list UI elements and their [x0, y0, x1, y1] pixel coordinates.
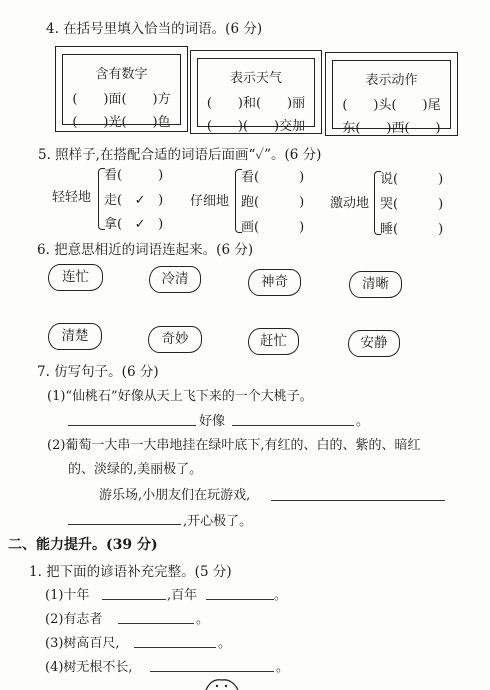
box-row[interactable]: ( )光( )色: [72, 115, 171, 130]
choice-item[interactable]: 睡( ): [380, 222, 444, 237]
choice-item[interactable]: 哭( ): [380, 197, 444, 212]
word-box-numbers: [55, 46, 188, 132]
box-title: 表示天气: [229, 71, 282, 86]
q7-title: 7. 仿写句子。(6 分): [37, 364, 159, 380]
choice-item[interactable]: 走( ✓ ): [104, 193, 164, 208]
q5-title: 5. 照样子,在搭配合适的词语后面画“✓”。(6 分): [38, 147, 322, 163]
word-bubble[interactable]: 连忙: [48, 264, 103, 291]
choice-item[interactable]: 看( ): [104, 168, 164, 183]
choice-item[interactable]: 拿( ✓ ): [104, 217, 164, 232]
word-bubble[interactable]: 冷清: [149, 266, 201, 293]
example-sentence-1: (1)“仙桃石”好像从天上飞下来的一个大桃子。: [47, 389, 313, 404]
section-title: 二、能力提升。(39 分): [8, 537, 158, 553]
fill-text: 好像: [199, 414, 226, 429]
box-row[interactable]: ( )( )交加: [206, 119, 306, 134]
word-bubble[interactable]: 安静: [348, 330, 400, 357]
box-title: 含有数字: [95, 67, 148, 82]
sentence-end: ,开心极了。: [183, 514, 253, 529]
box-row[interactable]: 东( )西( ): [342, 121, 441, 136]
answer-blank[interactable]: [232, 425, 354, 426]
q6-title: 6. 把意思相近的词语连起来。(6 分): [37, 242, 254, 258]
choice-item[interactable]: 看( ): [241, 170, 305, 185]
answer-blank[interactable]: [271, 500, 445, 501]
word-bubble[interactable]: 神奇: [248, 269, 301, 296]
answer-blank[interactable]: [102, 599, 166, 600]
example-sentence-2-cont: 的、淡绿的,美丽极了。: [68, 462, 203, 477]
answer-blank[interactable]: [206, 599, 274, 600]
answer-blank[interactable]: [118, 623, 194, 624]
checkmark-icon: ✓: [134, 193, 146, 208]
word-bubble[interactable]: 清晰: [349, 271, 402, 298]
q1-title: 1. 把下面的谚语补充完整。(5 分): [29, 564, 232, 580]
q4-title: 4. 在括号里填入恰当的词语。(6 分): [46, 21, 263, 37]
answer-blank[interactable]: [68, 524, 181, 525]
answer-blank[interactable]: [150, 671, 274, 672]
choice-item[interactable]: 画( ): [241, 220, 305, 235]
answer-blank[interactable]: [68, 425, 196, 426]
group-label: 仔细地: [190, 194, 230, 209]
box-title: 表示动作: [365, 73, 418, 88]
answer-blank[interactable]: [134, 647, 216, 648]
word-bubble[interactable]: 奇妙: [148, 326, 202, 353]
box-row[interactable]: ( )头( )尾: [342, 98, 441, 113]
word-box-actions: [325, 52, 458, 136]
group-label: 激动地: [330, 196, 370, 211]
choice-item[interactable]: 跑( ): [241, 195, 305, 210]
word-box-weather: [190, 50, 322, 134]
prompt-text: 游乐场,小朋友们在玩游戏,: [99, 488, 251, 503]
page-ornament-icon: [204, 677, 240, 690]
example-sentence-2: (2)葡萄一大串一大串地挂在绿叶底下,有红的、白的、紫的、暗红: [47, 438, 421, 453]
checkmark-icon: ✓: [134, 217, 146, 232]
group-label: 轻轻地: [52, 190, 92, 205]
box-row[interactable]: ( )和( )丽: [206, 96, 306, 111]
word-bubble[interactable]: 赶忙: [248, 328, 299, 355]
box-row[interactable]: ( )面( )方: [72, 92, 171, 107]
period: 。: [356, 414, 370, 429]
choice-item[interactable]: 说( ): [380, 172, 444, 187]
word-bubble[interactable]: 清楚: [48, 323, 102, 350]
